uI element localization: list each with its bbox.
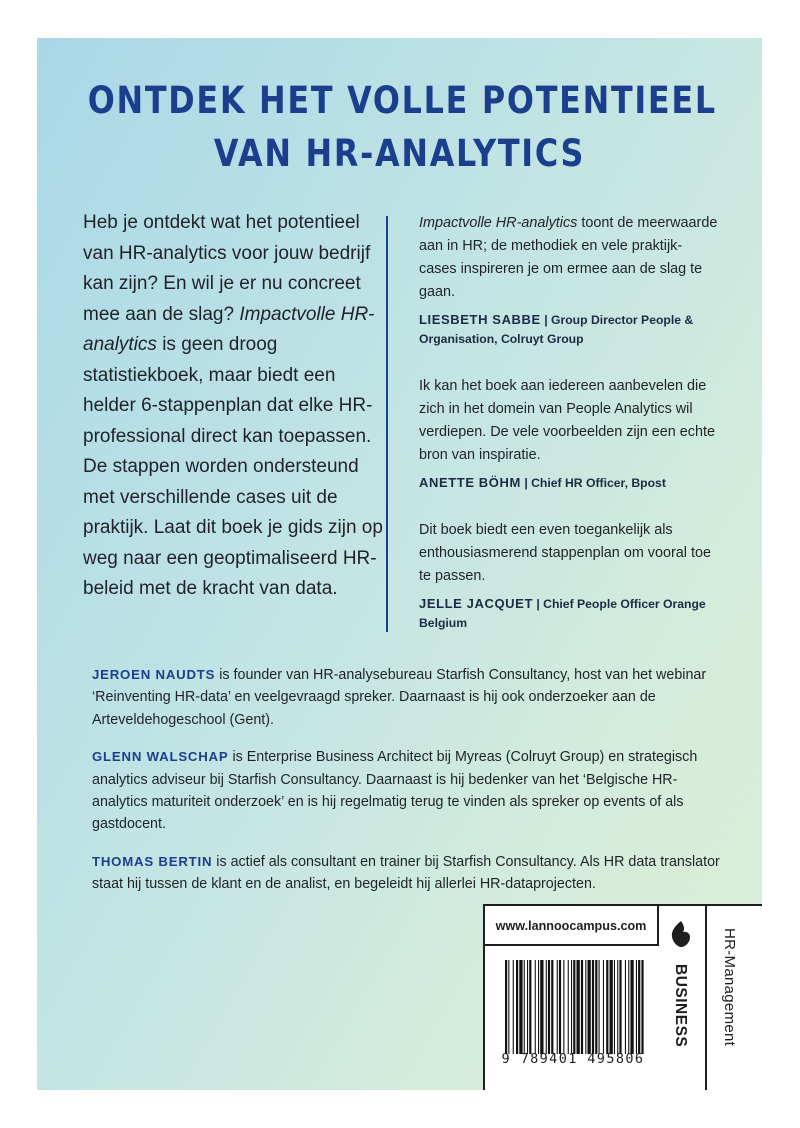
barcode-bar bbox=[540, 960, 543, 1054]
endorsement-attribution: ANETTE BÖHM | Chief HR Officer, Bpost bbox=[419, 475, 666, 490]
barcode-bar bbox=[551, 960, 553, 1054]
endorsement bbox=[419, 519, 719, 633]
barcode-bar bbox=[610, 960, 613, 1054]
barcode-bar bbox=[614, 960, 615, 1054]
barcode-bar bbox=[516, 960, 518, 1054]
author-name: GLENN WALSCHAP bbox=[92, 749, 229, 765]
barcode-bar bbox=[546, 960, 547, 1054]
barcode-bar bbox=[573, 960, 575, 1054]
author-bio: GLENN WALSCHAP is Enterprise Business Architect bij Myreas (Colruyt Group) en strategisch analytics adviseur bij Starfish Consultancy. Daarnaast is hij bedenker van het ‘Belgische HR-analytics maturiteit onderzoek’ en is hij regelmatig terug te vinden als spreker op events of als gastdocent. bbox=[92, 749, 698, 833]
barcode-bar bbox=[557, 960, 558, 1054]
endorsement bbox=[419, 375, 719, 493]
barcode-bar bbox=[535, 960, 536, 1054]
barcode-bar bbox=[592, 960, 594, 1054]
blurb-part-2: is geen droog statistiekboek, maar biedt een helder 6-stappenplan dat elke HR-professional direct kan toepassen. De stappen worden ondersteund met verschillende cases uit de praktijk. Laat dit boek je gids zijn op weg naar een geoptimaliseerd HR-beleid met de kracht van data. bbox=[83, 334, 383, 599]
author-name: JEROEN NAUDTS bbox=[92, 667, 216, 682]
title-line-1: ONTDEK HET VOLLE POTENTIEEL bbox=[87, 79, 717, 122]
barcode-bar bbox=[595, 960, 597, 1054]
publisher-url: www.lannoocampus.com bbox=[485, 906, 659, 946]
endorser-role: Chief HR Officer, Bpost bbox=[531, 476, 666, 490]
endorsement-text: Impactvolle HR-analytics toont de meerwaarde aan in HR; de methodiek en vele praktijk-cases inspireren je om ermee aan de slag te gaan. bbox=[419, 215, 718, 300]
endorser-name: LIESBETH SABBE bbox=[419, 312, 541, 327]
barcode-bar bbox=[527, 960, 528, 1054]
barcode-bar bbox=[538, 960, 539, 1054]
barcode-bar bbox=[559, 960, 561, 1054]
barcode-bar bbox=[599, 960, 600, 1054]
author-name: THOMAS BERTIN bbox=[92, 853, 213, 869]
barcode-bar bbox=[577, 960, 580, 1054]
endorsement bbox=[419, 212, 719, 349]
author-bio: JEROEN NAUDTS is founder van HR-analysebureau Starfish Consultancy, host van het webinar ‘Reinventing HR-data’ en veelgevraagd spreker. Daarnaast is hij ook onderzoeker aan de Arteveldehogeschool (Gent). bbox=[92, 667, 707, 728]
barcode-bar bbox=[505, 960, 507, 1054]
barcode-bar bbox=[606, 960, 608, 1054]
category-label: HR-Management bbox=[721, 928, 738, 1047]
author-bios bbox=[92, 664, 732, 911]
barcode-bar bbox=[636, 960, 637, 1054]
endorsement-lead: Impactvolle HR-analytics bbox=[419, 215, 578, 231]
barcode-bar bbox=[630, 960, 633, 1054]
cover-title bbox=[87, 74, 717, 180]
title-line-2: VAN HR-ANALYTICS bbox=[213, 132, 586, 175]
barcode-bar bbox=[529, 960, 531, 1054]
barcode-bar bbox=[548, 960, 550, 1054]
barcode-bar bbox=[617, 960, 618, 1054]
back-cover bbox=[37, 38, 762, 1090]
barcode-bar bbox=[519, 960, 522, 1054]
barcode bbox=[505, 960, 645, 1054]
book-blurb bbox=[83, 208, 383, 605]
barcode-bar bbox=[581, 960, 583, 1054]
barcode-bar bbox=[568, 960, 569, 1054]
publisher-logo-icon bbox=[669, 920, 693, 948]
barcode-bar bbox=[588, 960, 591, 1054]
barcode-bar bbox=[638, 960, 640, 1054]
isbn-number: 9 789401 495806 bbox=[501, 1051, 645, 1067]
endorsement-text: Dit boek biedt een even toegankelijk als enthousiasmerend stappenplan om vooral toe te passen. bbox=[419, 522, 712, 584]
barcode-bar bbox=[563, 960, 564, 1054]
barcode-bar bbox=[508, 960, 509, 1054]
barcode-bar bbox=[571, 960, 572, 1054]
blurb-book-title: Impactvolle HR-analytics bbox=[83, 303, 375, 355]
endorsement-text: Ik kan het boek aan iedereen aanbevelen die zich in het domein van People Analytics wil verdiepen. De vele voorbeelden zijn een echte bron van inspiratie. bbox=[419, 378, 716, 463]
barcode-bar bbox=[641, 960, 643, 1054]
barcode-panel bbox=[483, 904, 762, 1090]
barcode-bar bbox=[628, 960, 629, 1054]
column-divider bbox=[386, 216, 388, 632]
endorsement-attribution: JELLE JACQUET | Chief People Officer Orange Belgium bbox=[419, 596, 706, 630]
barcode-bar bbox=[585, 960, 586, 1054]
barcode-bar bbox=[513, 960, 514, 1054]
author-bio: THOMAS BERTIN is actief als consultant en trainer bij Starfish Consultancy. Als HR data translator staat hij tussen de klant en de analist, en begeleidt hij allerlei HR-dataprojecten. bbox=[92, 853, 720, 893]
barcode-bar bbox=[603, 960, 604, 1054]
endorser-role: Group Director People & Organisation, Colruyt Group bbox=[419, 313, 694, 346]
endorser-role: Chief People Officer Orange Belgium bbox=[419, 597, 706, 630]
barcode-bar bbox=[619, 960, 621, 1054]
endorsements bbox=[419, 212, 719, 659]
endorser-name: ANETTE BÖHM bbox=[419, 475, 521, 490]
endorser-name: JELLE JACQUET bbox=[419, 596, 533, 611]
barcode-bar bbox=[625, 960, 626, 1054]
blurb-part-1: Heb je ontdekt wat het potentieel van HR-analytics voor jouw bedrijf kan zijn? En wil je er nu concreet mee aan de slag? bbox=[83, 212, 371, 325]
barcode-bar bbox=[524, 960, 525, 1054]
endorsement-attribution: LIESBETH SABBE | Group Director People & Organisation, Colruyt Group bbox=[419, 312, 694, 346]
series-label: BUSINESS bbox=[672, 964, 689, 1048]
